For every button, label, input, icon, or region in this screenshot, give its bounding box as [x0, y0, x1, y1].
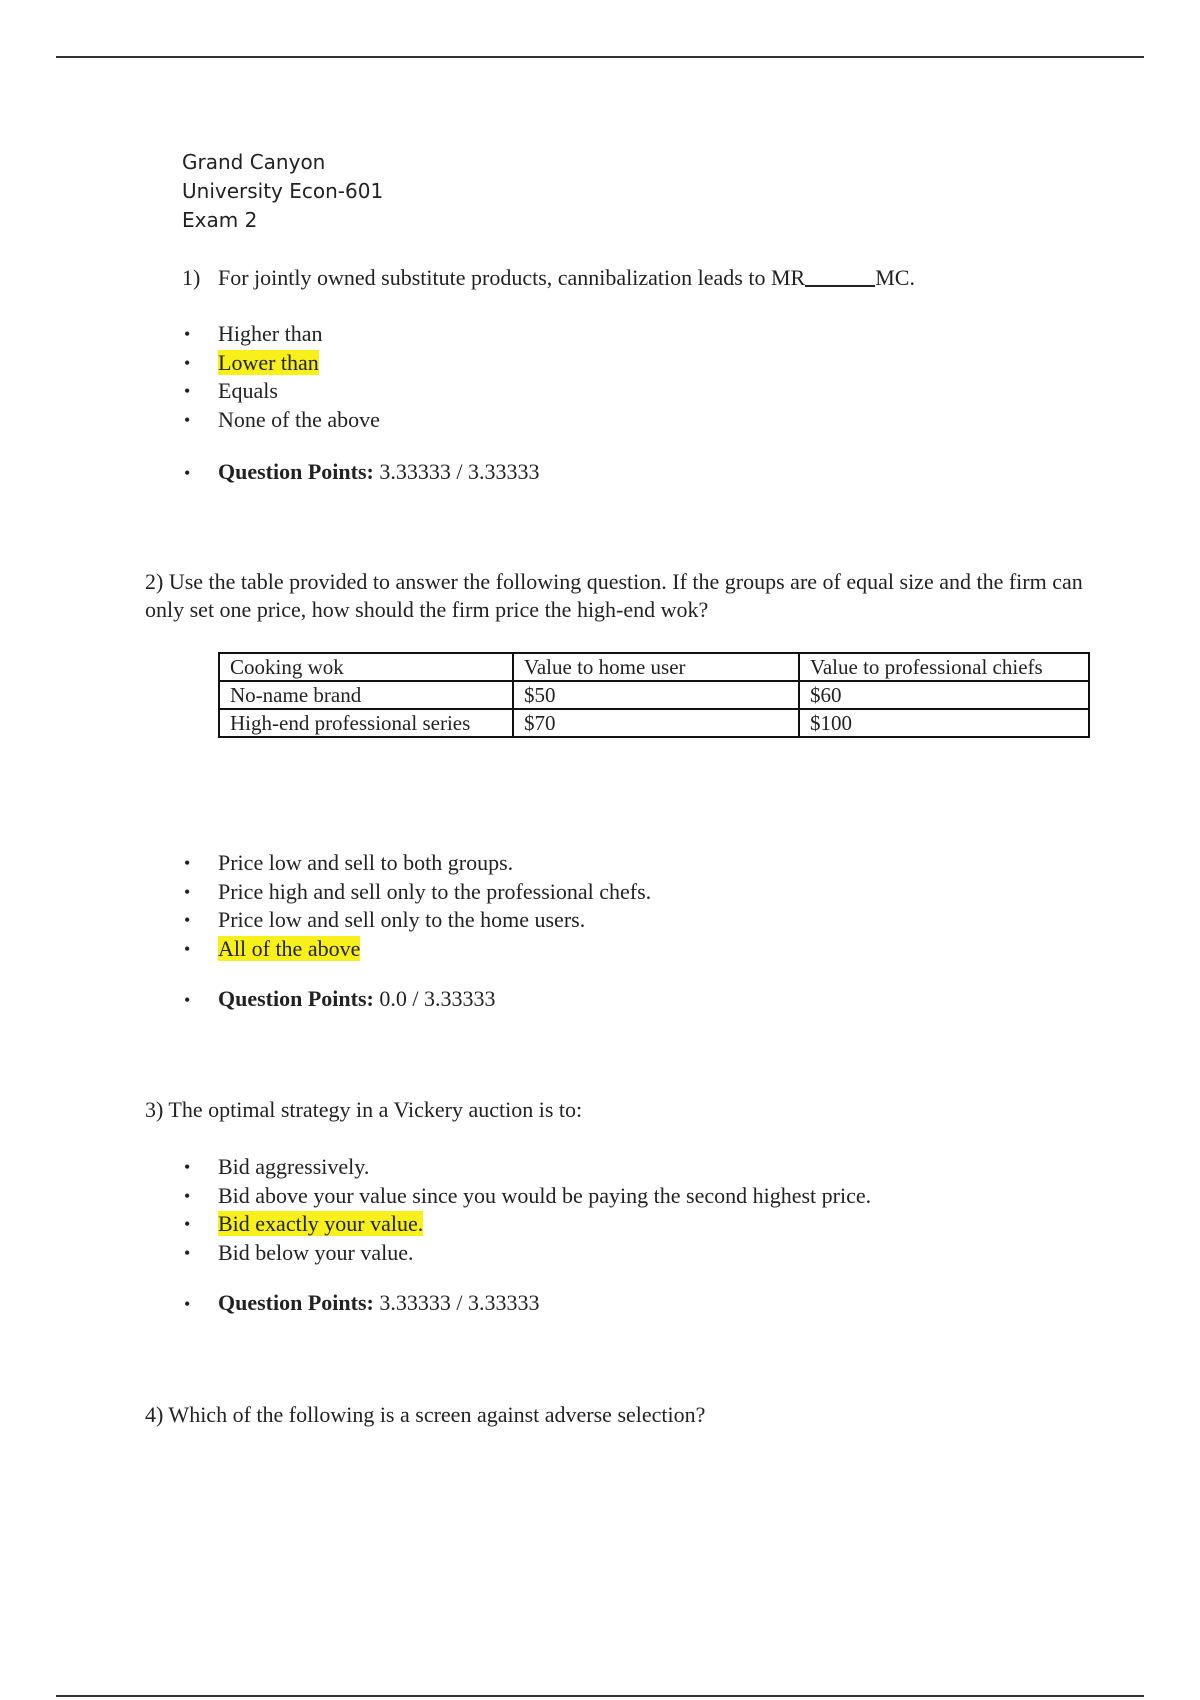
table-cell: $70 [513, 709, 799, 737]
top-rule [56, 56, 1144, 58]
question-1-text [182, 264, 915, 292]
option: • Bid aggressively. [182, 1153, 871, 1182]
table-cell: No-name brand [219, 681, 513, 709]
answer-blank [805, 265, 875, 287]
option: • Bid above your value since you would be paying the second highest price. [182, 1182, 871, 1211]
option-selected: • Lower than [182, 349, 380, 378]
table-row [219, 709, 1089, 737]
option: • Higher than [182, 320, 380, 349]
table-row [219, 681, 1089, 709]
question-3-options [182, 1153, 871, 1267]
table-header-cell: Cooking wok [219, 653, 513, 681]
table-header-cell: Value to home user [513, 653, 799, 681]
bottom-rule [56, 1695, 1144, 1697]
question-3-points: • Question Points: 3.33333 / 3.33333 [184, 1290, 540, 1315]
option: • Price high and sell only to the professional chefs. [182, 878, 651, 907]
option: • Price low and sell to both groups. [182, 849, 651, 878]
question-2-options [182, 849, 651, 963]
question-1-stem: For jointly owned substitute products, cannibalization leads to MR [218, 265, 806, 290]
bullet-icon: • [184, 990, 191, 1010]
option: • None of the above [182, 406, 380, 435]
question-3-text: 3) The optimal strategy in a Vickery auction is to: [145, 1097, 583, 1122]
question-2-points: • Question Points: 0.0 / 3.33333 [184, 986, 496, 1011]
option: • Equals [182, 377, 380, 406]
table-cell: $100 [799, 709, 1089, 737]
question-1-options [182, 320, 380, 434]
option-selected: • All of the above [182, 935, 651, 964]
table-header-cell: Value to professional chiefs [799, 653, 1089, 681]
header-line-3: Exam 2 [182, 208, 258, 232]
header-line-1: Grand Canyon [182, 150, 326, 174]
question-4-text: 4) Which of the following is a screen against adverse selection? [145, 1402, 706, 1427]
option: • Price low and sell only to the home users. [182, 906, 651, 935]
question-2-text: 2) Use the table provided to answer the following question. If the groups are of equal size and the firm can only set one price, how should the firm price the high-end wok? [145, 569, 1083, 622]
header-line-2: University Econ-601 [182, 179, 384, 203]
table-header-row [219, 653, 1089, 681]
table-cell: $50 [513, 681, 799, 709]
option: • Bid below your value. [182, 1239, 871, 1268]
question-1-number: 1) [182, 265, 201, 290]
table-cell: High-end professional series [219, 709, 513, 737]
document-header [182, 148, 383, 235]
wok-value-table [218, 652, 1090, 738]
bullet-icon: • [184, 463, 191, 483]
option-selected: • Bid exactly your value. [182, 1210, 871, 1239]
question-1-points: • Question Points: 3.33333 / 3.33333 [184, 459, 540, 484]
bullet-icon: • [184, 1294, 191, 1314]
question-1-stem-end: MC. [875, 265, 915, 290]
table-cell: $60 [799, 681, 1089, 709]
